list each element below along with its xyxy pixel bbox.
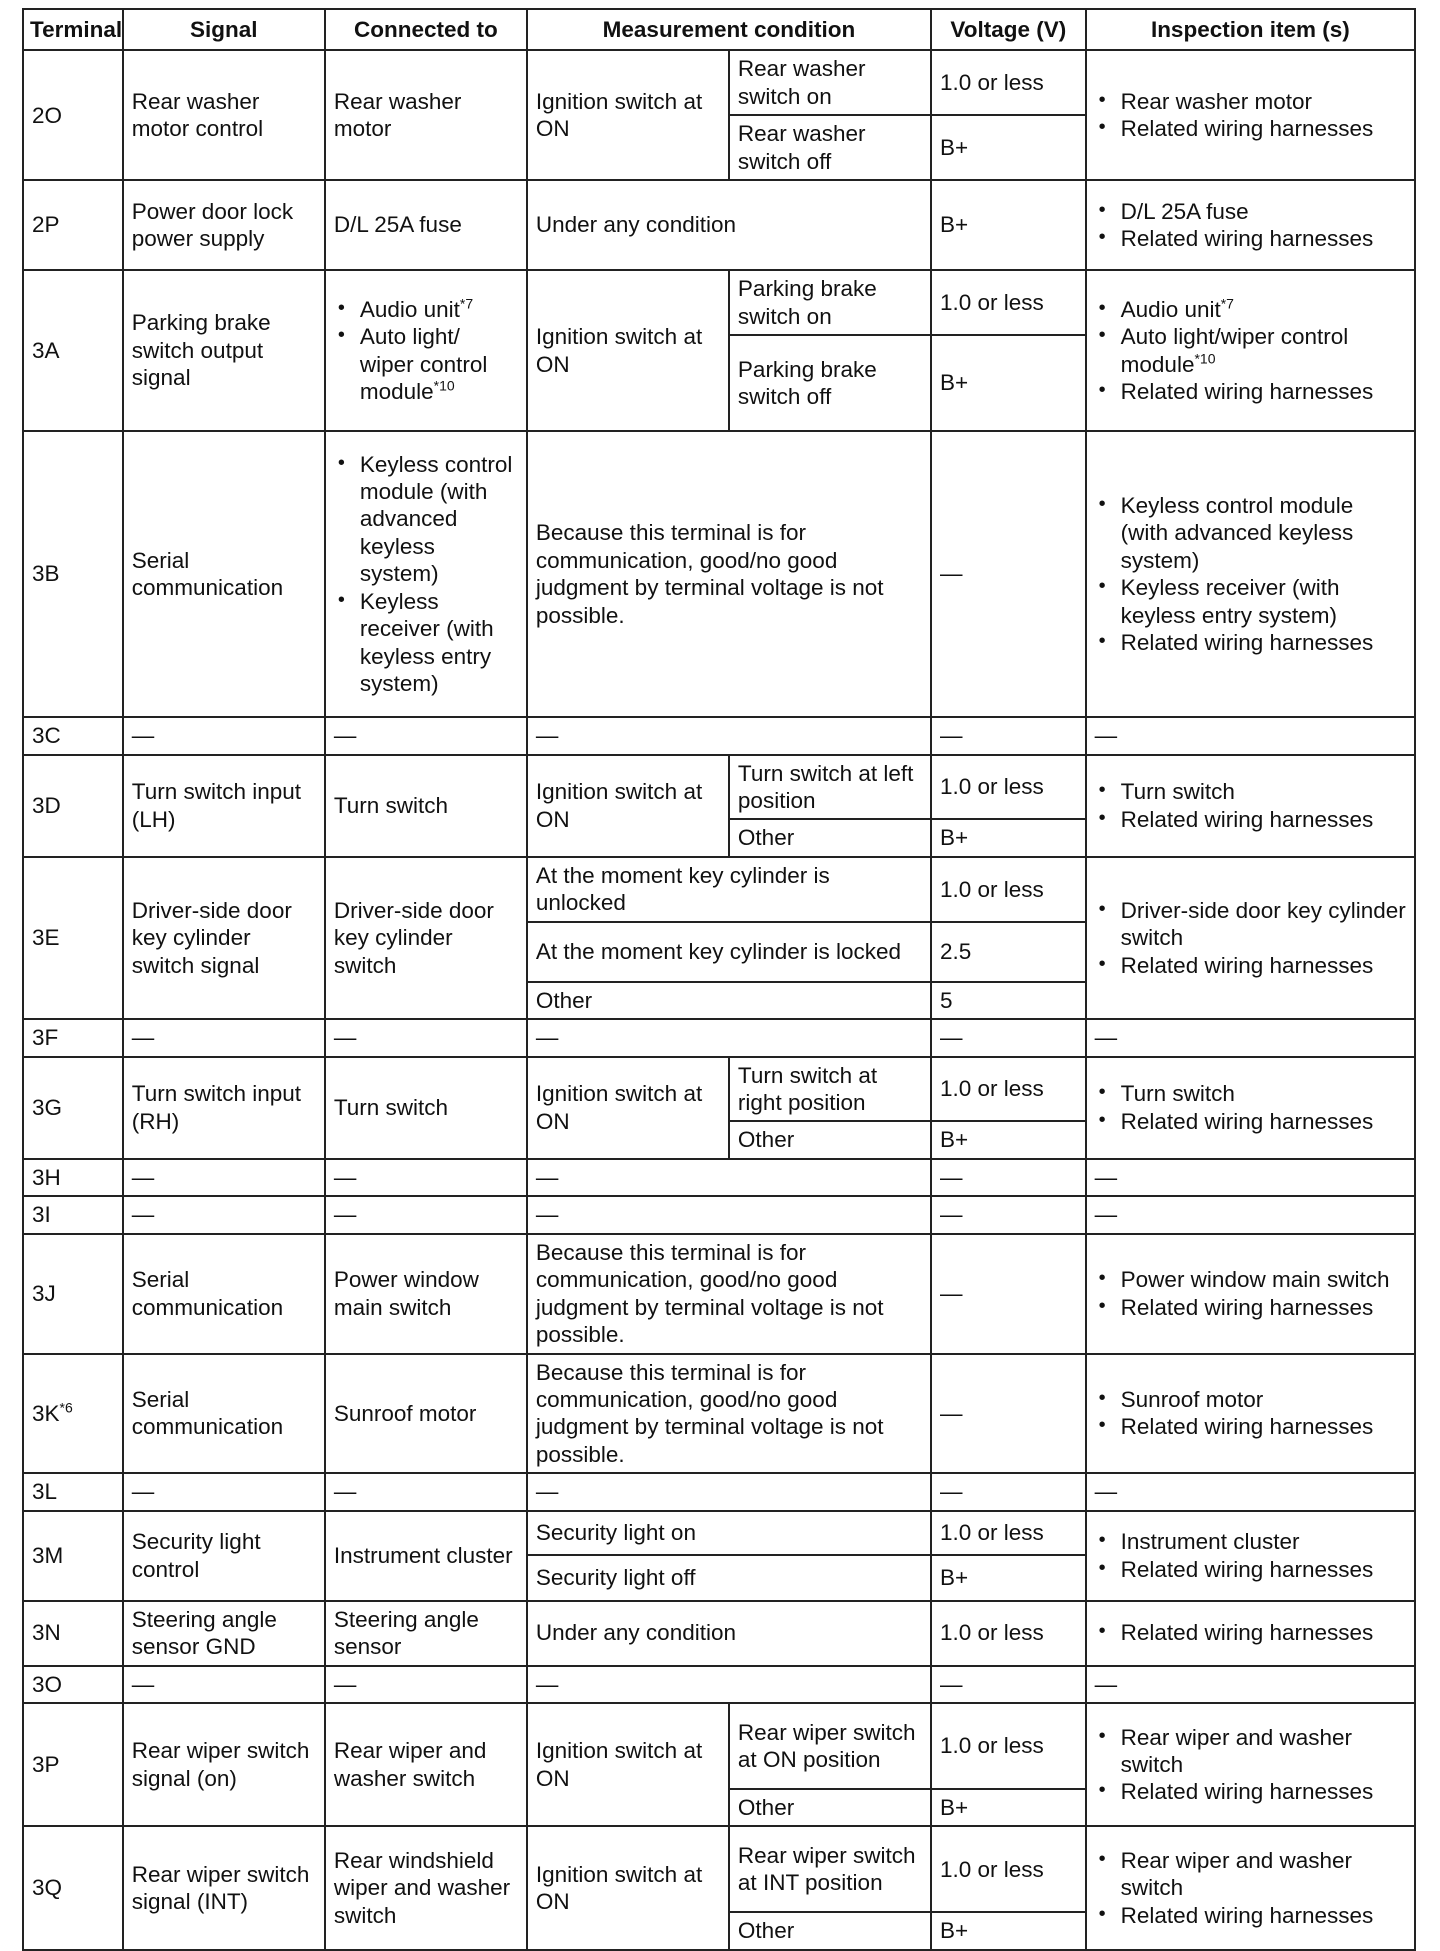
connected-cell: Power window main switch	[325, 1234, 527, 1354]
inspection-item: • Auto light/wiper control module$^{*10}$	[1121, 323, 1406, 378]
voltage-cell: —	[931, 1354, 1086, 1474]
signal-cell: Security light control	[123, 1511, 325, 1601]
inspection-cell: —	[1086, 1666, 1415, 1703]
voltage-cell: —	[931, 1196, 1086, 1233]
signal-cell: Turn switch input (RH)	[123, 1057, 325, 1159]
subcondition-cell: Parking brake switch off	[729, 335, 931, 431]
terminal-cell: 3I	[23, 1196, 123, 1233]
inspection-item: • Instrument cluster	[1121, 1528, 1406, 1555]
connected-cell	[325, 431, 527, 717]
condition-cell: —	[527, 1666, 931, 1703]
connected-cell: Sunroof motor	[325, 1354, 527, 1474]
condition-cell: Ignition switch at ON	[527, 1057, 729, 1159]
condition-cell: Because this terminal is for communication, good/no good judgment by terminal voltage is not possible.	[527, 1234, 931, 1354]
voltage-cell: 1.0 or less	[931, 755, 1086, 820]
terminal-cell: 3M	[23, 1511, 123, 1601]
voltage-cell: B+	[931, 1912, 1086, 1949]
inspection-cell	[1086, 180, 1415, 270]
connected-cell: —	[325, 1019, 527, 1056]
inspection-item: • Related wiring harnesses	[1121, 115, 1406, 142]
connected-cell: Steering angle sensor	[325, 1601, 527, 1666]
table-row	[23, 1703, 1415, 1789]
header-connected-to: Connected to	[325, 9, 527, 50]
table-row	[23, 1601, 1415, 1666]
inspection-item: • D/L 25A fuse	[1121, 198, 1406, 225]
inspection-cell	[1086, 857, 1415, 1019]
table-row	[23, 431, 1415, 717]
subcondition-cell: Rear wiper switch at INT position	[729, 1826, 931, 1912]
voltage-cell: B+	[931, 180, 1086, 270]
voltage-cell: 1.0 or less	[931, 1511, 1086, 1555]
inspection-cell: —	[1086, 1159, 1415, 1196]
condition-cell: Ignition switch at ON	[527, 1826, 729, 1949]
table-row	[23, 270, 1415, 335]
inspection-cell: —	[1086, 1196, 1415, 1233]
condition-cell: At the moment key cylinder is locked	[527, 922, 931, 982]
voltage-cell: 1.0 or less	[931, 857, 1086, 922]
inspection-item: • Related wiring harnesses	[1121, 1556, 1406, 1583]
signal-cell: —	[123, 717, 325, 754]
terminal-cell: 3D	[23, 755, 123, 857]
inspection-item: • Driver-side door key cylinder switch	[1121, 897, 1406, 952]
inspection-cell	[1086, 1234, 1415, 1354]
voltage-cell: 1.0 or less	[931, 1703, 1086, 1789]
voltage-cell: —	[931, 431, 1086, 717]
signal-cell: Power door lock power supply	[123, 180, 325, 270]
connected-item: • Keyless receiver (with keyless entry system)	[360, 588, 518, 698]
inspection-item: • Related wiring harnesses	[1121, 952, 1406, 979]
signal-cell: Rear washer motor control	[123, 50, 325, 180]
condition-cell: Ignition switch at ON	[527, 1703, 729, 1826]
subcondition-cell: Other	[729, 1789, 931, 1826]
inspection-cell	[1086, 270, 1415, 431]
inspection-cell	[1086, 1057, 1415, 1159]
table-row	[23, 1354, 1415, 1474]
condition-cell: Ignition switch at ON	[527, 50, 729, 180]
subcondition-cell: Other	[729, 1121, 931, 1158]
terminal-cell: 3C	[23, 717, 123, 754]
terminal-cell: 3E	[23, 857, 123, 1019]
connected-cell: Turn switch	[325, 755, 527, 857]
inspection-cell	[1086, 1703, 1415, 1826]
inspection-cell: —	[1086, 1019, 1415, 1056]
table-row	[23, 1234, 1415, 1354]
voltage-cell: 5	[931, 982, 1086, 1019]
voltage-cell: 2.5	[931, 922, 1086, 982]
condition-cell: At the moment key cylinder is unlocked	[527, 857, 931, 922]
signal-cell: —	[123, 1019, 325, 1056]
signal-cell: Turn switch input (LH)	[123, 755, 325, 857]
voltage-cell: 1.0 or less	[931, 1057, 1086, 1122]
inspection-item: • Related wiring harnesses	[1121, 378, 1406, 405]
connected-cell: —	[325, 1159, 527, 1196]
voltage-cell: —	[931, 1019, 1086, 1056]
table-row	[23, 1196, 1415, 1233]
signal-cell: —	[123, 1666, 325, 1703]
table-row	[23, 857, 1415, 922]
inspection-item: • Turn switch	[1121, 1080, 1406, 1107]
connected-cell: —	[325, 1666, 527, 1703]
table-row	[23, 1473, 1415, 1510]
voltage-cell: 1.0 or less	[931, 50, 1086, 115]
header-inspection-items: Inspection item (s)	[1086, 9, 1415, 50]
terminal-cell: 3O	[23, 1666, 123, 1703]
subcondition-cell: Turn switch at right position	[729, 1057, 931, 1122]
inspection-cell	[1086, 755, 1415, 857]
connected-cell: Rear washer motor	[325, 50, 527, 180]
header-measurement-condition: Measurement condition	[527, 9, 931, 50]
table-row	[23, 1511, 1415, 1555]
inspection-cell	[1086, 1826, 1415, 1949]
subcondition-cell: Rear wiper switch at ON position	[729, 1703, 931, 1789]
subcondition-cell: Parking brake switch on	[729, 270, 931, 335]
terminal-cell: 3Q	[23, 1826, 123, 1949]
subcondition-cell: Turn switch at left position	[729, 755, 931, 820]
condition-cell: Under any condition	[527, 1601, 931, 1666]
voltage-cell: 1.0 or less	[931, 1826, 1086, 1912]
signal-cell: —	[123, 1159, 325, 1196]
condition-cell: Ignition switch at ON	[527, 755, 729, 857]
inspection-cell: —	[1086, 717, 1415, 754]
connected-item: • Audio unit$^{*7}$	[360, 296, 518, 323]
subcondition-cell: Rear washer switch on	[729, 50, 931, 115]
terminal-cell: 3H	[23, 1159, 123, 1196]
signal-cell: Driver-side door key cylinder switch signal	[123, 857, 325, 1019]
signal-cell: Steering angle sensor GND	[123, 1601, 325, 1666]
inspection-cell	[1086, 1354, 1415, 1474]
signal-cell: Serial communication	[123, 431, 325, 717]
voltage-cell: 1.0 or less	[931, 1601, 1086, 1666]
connected-cell: Driver-side door key cylinder switch	[325, 857, 527, 1019]
table-row	[23, 1666, 1415, 1703]
table-row	[23, 1019, 1415, 1056]
connected-cell: —	[325, 717, 527, 754]
inspection-item: • Rear washer motor	[1121, 88, 1406, 115]
signal-cell: Serial communication	[123, 1354, 325, 1474]
terminal-cell: 3B	[23, 431, 123, 717]
connected-cell: Turn switch	[325, 1057, 527, 1159]
terminal-cell: 3G	[23, 1057, 123, 1159]
signal-cell: Serial communication	[123, 1234, 325, 1354]
condition-cell: Under any condition	[527, 180, 931, 270]
condition-cell: Because this terminal is for communication, good/no good judgment by terminal voltage is not possible.	[527, 1354, 931, 1474]
condition-cell: —	[527, 717, 931, 754]
condition-cell: —	[527, 1473, 931, 1510]
terminal-cell: $3K^{*6}$	[23, 1354, 123, 1474]
subcondition-cell: Other	[729, 1912, 931, 1949]
connected-cell: Rear windshield wiper and washer switch	[325, 1826, 527, 1949]
header-voltage: Voltage (V)	[931, 9, 1086, 50]
voltage-cell: B+	[931, 115, 1086, 180]
inspection-item: • Related wiring harnesses	[1121, 1902, 1406, 1929]
header-row	[23, 9, 1415, 50]
inspection-cell: —	[1086, 1473, 1415, 1510]
header-signal: Signal	[123, 9, 325, 50]
condition-cell: Because this terminal is for communication, good/no good judgment by terminal voltage is not possible.	[527, 431, 931, 717]
terminal-cell: 2O	[23, 50, 123, 180]
connected-item: • Auto light/ wiper control module$^{*10}$	[360, 323, 518, 405]
table-row	[23, 1826, 1415, 1912]
terminal-cell: 2P	[23, 180, 123, 270]
inspection-cell	[1086, 50, 1415, 180]
inspection-item: • Sunroof motor	[1121, 1386, 1406, 1413]
voltage-cell: B+	[931, 335, 1086, 431]
condition-cell: Security light on	[527, 1511, 931, 1555]
inspection-item: • Related wiring harnesses	[1121, 1619, 1406, 1646]
condition-cell: —	[527, 1019, 931, 1056]
signal-cell: —	[123, 1196, 325, 1233]
inspection-item: • Keyless control module (with advanced keyless system)	[1121, 492, 1406, 574]
connected-cell	[325, 270, 527, 431]
voltage-cell: —	[931, 1234, 1086, 1354]
voltage-cell: —	[931, 717, 1086, 754]
table-row	[23, 717, 1415, 754]
subcondition-cell: Rear washer switch off	[729, 115, 931, 180]
connected-cell: —	[325, 1196, 527, 1233]
table-row	[23, 755, 1415, 820]
voltage-cell: 1.0 or less	[931, 270, 1086, 335]
inspection-item: • Related wiring harnesses	[1121, 1778, 1406, 1805]
terminal-inspection-table	[22, 8, 1416, 1951]
voltage-cell: B+	[931, 819, 1086, 856]
condition-cell: —	[527, 1196, 931, 1233]
subcondition-cell: Other	[729, 819, 931, 856]
inspection-item: • Related wiring harnesses	[1121, 1108, 1406, 1135]
inspection-item: • Rear wiper and washer switch	[1121, 1847, 1406, 1902]
table-row	[23, 180, 1415, 270]
terminal-cell: 3L	[23, 1473, 123, 1510]
condition-cell: Other	[527, 982, 931, 1019]
inspection-item: • Keyless receiver (with keyless entry system)	[1121, 574, 1406, 629]
inspection-cell	[1086, 1601, 1415, 1666]
inspection-item: • Audio unit$^{*7}$	[1121, 296, 1406, 323]
voltage-cell: —	[931, 1666, 1086, 1703]
inspection-item: • Related wiring harnesses	[1121, 629, 1406, 656]
condition-cell: Security light off	[527, 1555, 931, 1601]
inspection-item: • Rear wiper and washer switch	[1121, 1724, 1406, 1779]
signal-cell: Rear wiper switch signal (on)	[123, 1703, 325, 1826]
connected-cell: D/L 25A fuse	[325, 180, 527, 270]
voltage-cell: B+	[931, 1789, 1086, 1826]
inspection-item: • Related wiring harnesses	[1121, 1413, 1406, 1440]
inspection-item: • Related wiring harnesses	[1121, 806, 1406, 833]
terminal-cell: 3J	[23, 1234, 123, 1354]
inspection-item: • Power window main switch	[1121, 1266, 1406, 1293]
terminal-cell: 3N	[23, 1601, 123, 1666]
signal-cell: Rear wiper switch signal (INT)	[123, 1826, 325, 1949]
condition-cell: Ignition switch at ON	[527, 270, 729, 431]
voltage-cell: B+	[931, 1555, 1086, 1601]
terminal-cell: 3P	[23, 1703, 123, 1826]
header-terminal: Terminal	[23, 9, 123, 50]
table-row	[23, 50, 1415, 115]
terminal-inspection-page	[22, 8, 1416, 1951]
inspection-cell	[1086, 431, 1415, 717]
connected-cell: Rear wiper and washer switch	[325, 1703, 527, 1826]
signal-cell: Parking brake switch output signal	[123, 270, 325, 431]
signal-cell: —	[123, 1473, 325, 1510]
inspection-item: • Turn switch	[1121, 778, 1406, 805]
terminal-cell: 3F	[23, 1019, 123, 1056]
condition-cell: —	[527, 1159, 931, 1196]
inspection-item: • Related wiring harnesses	[1121, 1294, 1406, 1321]
connected-item: • Keyless control module (with advanced keyless system)	[360, 451, 518, 588]
voltage-cell: B+	[931, 1121, 1086, 1158]
table-row	[23, 1057, 1415, 1122]
connected-cell: —	[325, 1473, 527, 1510]
inspection-cell	[1086, 1511, 1415, 1601]
voltage-cell: —	[931, 1473, 1086, 1510]
table-row	[23, 1159, 1415, 1196]
inspection-item: • Related wiring harnesses	[1121, 225, 1406, 252]
connected-cell: Instrument cluster	[325, 1511, 527, 1601]
terminal-cell: 3A	[23, 270, 123, 431]
voltage-cell: —	[931, 1159, 1086, 1196]
